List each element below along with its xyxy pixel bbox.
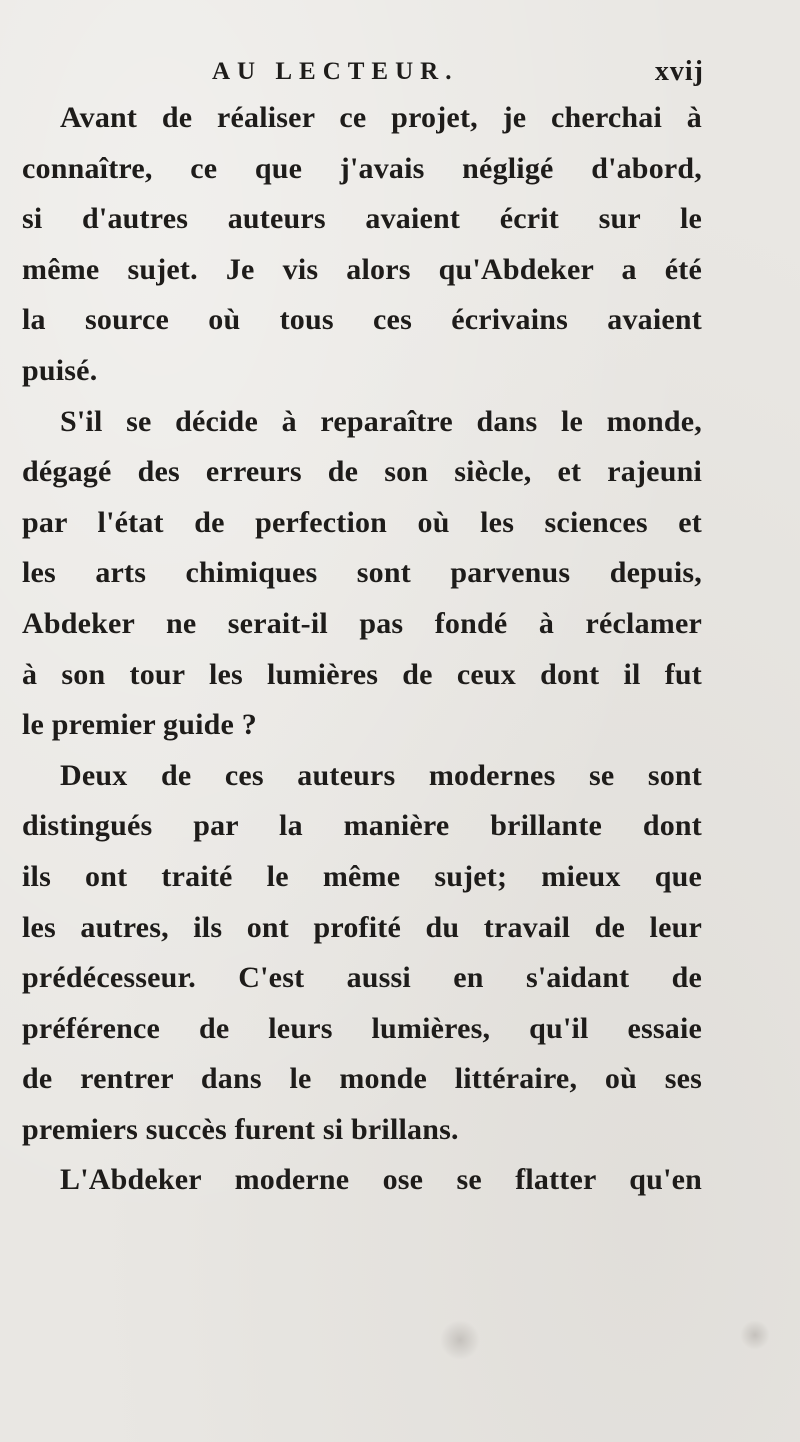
- text-line: Abdeker ne serait-il pas fondé à réclamer: [22, 606, 702, 640]
- text-line: puisé.: [22, 353, 98, 387]
- text-line: L'Abdeker moderne ose se flatter qu'en: [60, 1163, 702, 1197]
- text-line: S'il se décide à reparaître dans le monde,: [60, 404, 702, 438]
- text-line: Avant de réaliser ce projet, je cherchai à: [60, 101, 702, 134]
- text-line: prédécesseur. C'est aussi en s'aidant de: [22, 961, 702, 995]
- text-line: distingués par la manière brillante dont: [22, 809, 702, 843]
- text-line: préférence de leurs lumières, qu'il essaie: [22, 1011, 702, 1045]
- text-line: de rentrer dans le monde littéraire, où ses: [22, 1062, 702, 1096]
- text-line: ils ont traité le même sujet; mieux que: [22, 859, 702, 893]
- text-line: même sujet. Je vis alors qu'Abdeker a été: [22, 252, 702, 286]
- text-line: connaître, ce que j'avais négligé d'abord,: [22, 151, 702, 185]
- text-line: premiers succès furent si brillans.: [22, 1112, 459, 1146]
- page-header: [0, 58, 800, 98]
- text-line: dégagé des erreurs de son siècle, et rajeuni: [22, 455, 702, 489]
- text-line: les autres, ils ont profité du travail de leur: [22, 910, 702, 944]
- text-line: le premier guide ?: [22, 708, 257, 742]
- text-line: les arts chimiques sont parvenus depuis,: [22, 556, 702, 590]
- text-line: si d'autres auteurs avaient écrit sur le: [22, 202, 702, 236]
- text-line: la source où tous ces écrivains avaient: [22, 303, 702, 337]
- page-number: xvij: [654, 56, 704, 87]
- text-line: à son tour les lumières de ceux dont il fut: [22, 657, 702, 691]
- body-text: [22, 93, 702, 1206]
- paper-stain: [440, 1320, 480, 1360]
- text-line: par l'état de perfection où les sciences et: [22, 505, 702, 539]
- running-head: AU LECTEUR.: [212, 58, 459, 85]
- text-line: Deux de ces auteurs modernes se sont: [60, 758, 702, 792]
- paper-stain: [740, 1320, 770, 1350]
